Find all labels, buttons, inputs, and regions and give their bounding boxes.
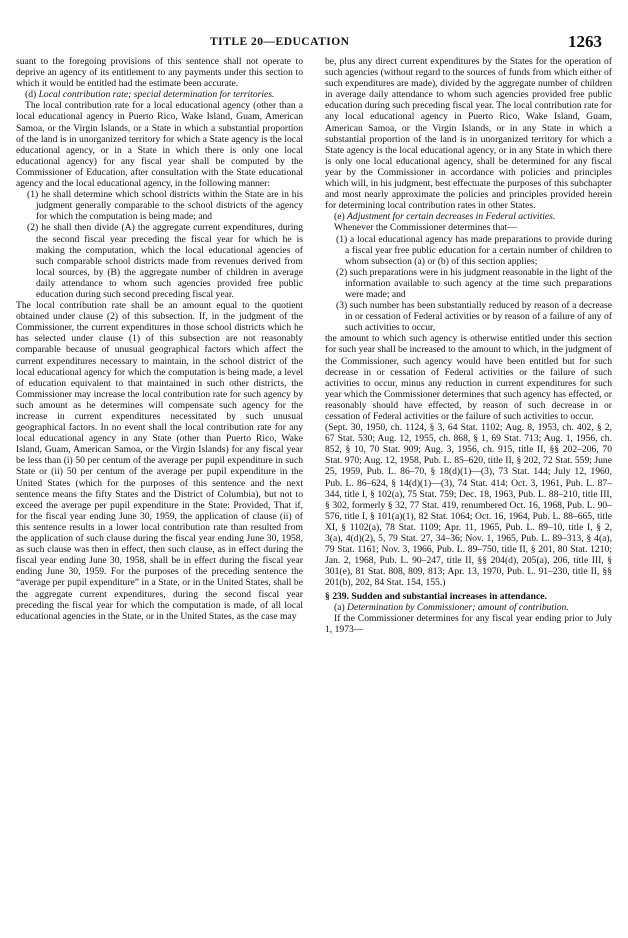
paragraph: the amount to which such agency is otherwise entitled under this section for such year shall be increased to the amount to which, in the judgment of the Commissioner, such agency would have been entitled but for such decrease in or cessation of Federal activities or the failure of such activities to occur, minus any reduction in current expenditures for such year which the Commissioner determines that such agency has effected, or reasonably should have effected, by reason of such decrease in or cessation of Federal activities or the failure of such activities to occur.: [325, 333, 612, 422]
subsection-title: Local contribution rate; special determination for territories.: [38, 89, 275, 101]
statutory-citation: (Sept. 30, 1950, ch. 1124, § 3, 64 Stat. 1102; Aug. 8, 1953, ch. 402, § 2, 67 Stat. 530; Aug. 12, 1955, ch. 868, § 1, 69 Stat. 713; Aug. 1, 1956, ch. 852, § 10, 70 Stat. 909; Aug. 3, 1956, ch. 915, title II, §§ 202–206, 70 Stat. 970; Aug. 12, 1958, Pub. L. 85–620, title II, § 202, 72 Stat. 559; June 25, 1959, Pub. L. 86–70, § 18(d)(1)—(3), 73 Stat. 144; July 12, 1960, Pub. L. 86–624, § 14(d)(1)—(3), 74 Stat. 414; Oct. 3, 1961, Pub. L. 87–344, title I, § 102(a), 75 Stat. 759; Dec. 18, 1963, Pub. L. 88–210, title III, § 302, formerly § 32, 77 Stat. 419, renumbered Oct. 16, 1968, Pub. L. 90–576, title I, § 101(a)(1), 82 Stat. 1064; Oct. 16, 1964, Pub. L. 88–665, title XI, § 1102(a), 78 Stat. 1109; Apr. 11, 1965, Pub. L. 89–10, title I, § 2, 3(a), 4(d)(2), 5, 79 Stat. 27, 34–36; Nov. 1, 1965, Pub. L. 89–313, § 4(a), 79 Stat. 1161; Nov. 3, 1966, Pub. L. 89–750, title II, § 201, 80 Stat. 1210; Jan. 2, 1968, Pub. L. 90–247, title II, §§ 204(d), 205(a), 206, title III, § 301(e), 81 Stat. 808, 809, 813; Apr. 13, 1970, Pub. L. 91–230, title II, §§ 201(b), 202, 84 Stat. 154, 155.): [325, 422, 612, 589]
paragraph: The local contribution rate shall be an amount equal to the quotient obtained under clause (2) of this subsection. If, in the judgment of the Commissioner, the current expenditures in those school districts which he has selected under clause (1) of this subsection are not reasonably comparable because of unusual geographical factors which affect the current expenditures necessary to maintain, in the school district of the local educational agency for which the computation is being made, a level of education equivalent to that maintained in such other districts, the Commissioner may increase the local contribution rate for such agency by such amount as he determines will compensate such agency for the increase in current expenditures necessitated by such unusual geographical factors. In no event shall the local contribution rate for any local educational agency in any State (other than Puerto Rico, Wake Island, Guam, American Samoa, or the Virgin Islands) for any fiscal year be less than (i) 50 per centum of the average per pupil expenditure in such State or (ii) 50 per centum of the average per pupil expenditure in the United States (which for the purposes of this sentence and the next sentence means the fifty States and the District of Columbia), but not to exceed the average per pupil expenditure in the State: Provided, That if, for the fiscal year ending June 30, 1959, the application of clause (ii) of this sentence results in a lower local contribution rate than resulted from the application of such clause during the fiscal year ending June 30, 1958, as such clause was then in effect, then such clause, as in effect during the fiscal year ending June 30, 1958, shall be in effect during the fiscal year ending June 30, 1959. For the purposes of the preceding sentence the “average per pupil expenditure” in a State, or in the United States, shall be the aggregate current expenditures, during the second fiscal year preceding the fiscal year for which the computation is made, of all local educational agencies in the State, or in the United States, as the case may: [16, 300, 303, 622]
paragraph: Whenever the Commissioner determines that—: [334, 222, 517, 234]
subsection-title: Determination by Commissioner; amount of contribution.: [347, 601, 569, 613]
paragraph: suant to the foregoing provisions of this sentence shall not operate to deprive an agency of its entitlement to any payments under this section to which it would be entitled had the estimate been accurate.: [16, 56, 303, 90]
subsection-title: Adjustment for certain decreases in Federal activities.: [347, 211, 556, 223]
paragraph: The local contribution rate for a local educational agency (other than a local educational agency in Puerto Rico, Wake Island, Guam, American Samoa, or the Virgin Islands, or a State in which a substantial proportion of the land is in unorganized territory for which a State agency is the local educational agency, or in a State in which there is only one local educational agency) for any fiscal year shall be computed by the Commissioner of Education, after consultation with the State educational agency and the local educational agency, in the following manner:: [16, 100, 303, 190]
page-header: [0, 10, 628, 51]
running-title: TITLE 20—EDUCATION: [210, 36, 350, 48]
clause: (2) he shall then divide (A) the aggregate current expenditures, during the second fiscal year preceding the fiscal year for which he is making the computation, which the local educational agencies of such comparable school districts made from revenues derived from local sources, by (B) the aggregate number of children in average daily attendance to whom such agencies provided free public education during such second preceding fiscal year.: [27, 222, 303, 300]
subsection-heading: [325, 602, 612, 613]
section-heading: § 239. Sudden and substantial increases in attendance.: [325, 590, 547, 602]
clause: (2) such preparations were in his judgment reasonable in the light of the information available to such agency at the time such preparations were made; and: [336, 266, 613, 300]
paragraph: If the Commissioner determines for any fiscal year ending prior to July 1, 1973—: [325, 612, 612, 635]
subsection-heading: [16, 89, 303, 100]
right-column: [325, 56, 612, 635]
clause: (3) such number has been substantially reduced by reason of a decrease in or cessation of Federal activities or by reason of a failure of any of such activities to occur,: [336, 300, 612, 334]
clause: (1) he shall determine which school districts within the State are in his judgment generally comparable to the school districts of the agency for which the computation is being made; and: [27, 189, 303, 223]
subsection-label: (e): [334, 211, 348, 223]
page-number: 1263: [568, 32, 602, 51]
subsection-label: (a): [334, 601, 348, 613]
subsection-label: (d): [25, 89, 39, 101]
left-column: [16, 56, 303, 622]
subsection-heading: [325, 211, 612, 222]
paragraph: be, plus any direct current expenditures by the States for the operation of such agencies (without regard to the sources of funds from which either of such expenditures are made), divided by the aggregate number of children in average daily attendance to whom such agencies provided free public education during such preceding fiscal year. The local contribution rate for any local educational agency in Puerto Rico, Wake Island, Guam, American Samoa, or the Virgin Islands, or in any State in which a substantial proportion of the land is in unorganized territory for which a State agency is the local educational agency, or in any State in which there is only one local educational agency, shall be determined for any fiscal year by the Commissioner in accordance with policies and principles which will, in his judgment, best effectuate the purposes of this subchapter and most nearly approximate the policies and principles provided herein for determining local contribution rates in other States.: [325, 56, 612, 212]
clause: (1) a local educational agency has made preparations to provide during a fiscal year free public education for a certain number of children to whom subsection (a) or (b) of this section applies;: [336, 233, 612, 267]
